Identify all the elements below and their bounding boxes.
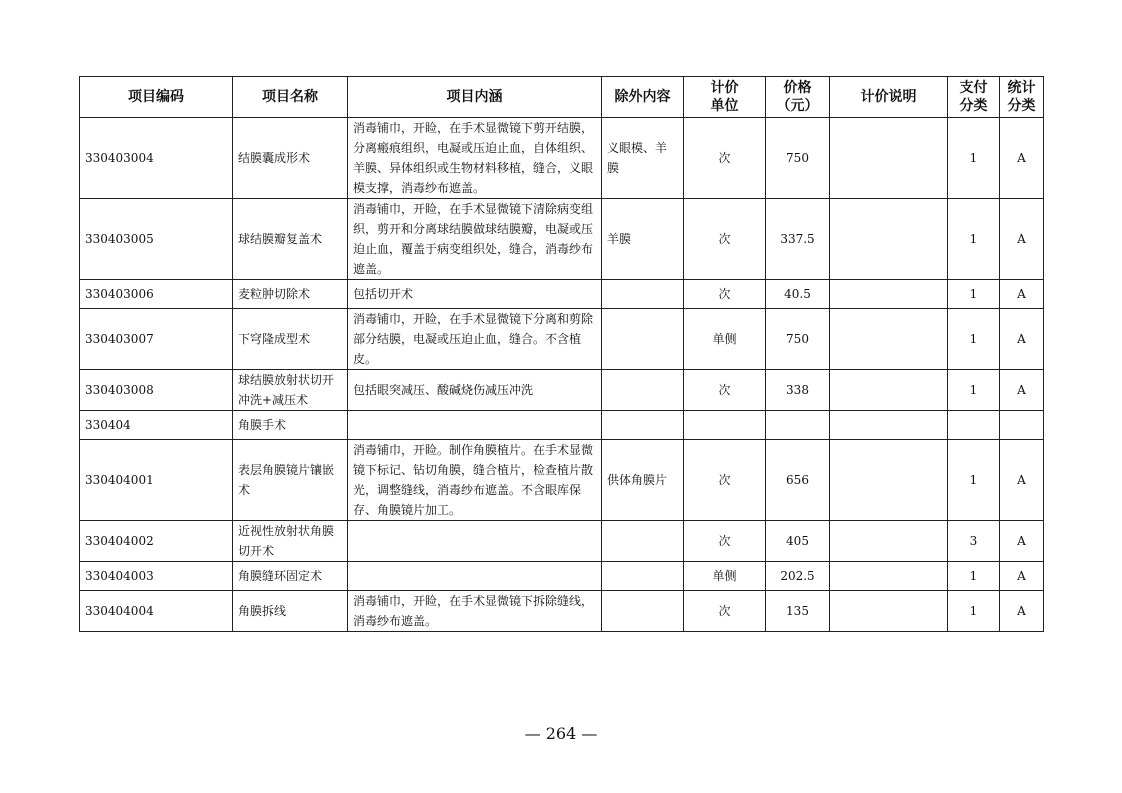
cell-stat: A [1000,280,1044,309]
cell-exclusions: 义眼模、羊膜 [602,118,684,199]
cell-code: 330403008 [80,370,233,411]
cell-price: 656 [766,440,830,521]
cell-name: 角膜手术 [233,411,348,440]
table-header-row [80,77,1044,118]
cell-name: 球结膜瓣复盖术 [233,199,348,280]
cell-stat: A [1000,370,1044,411]
cell-name: 角膜缝环固定术 [233,562,348,591]
cell-note [830,411,948,440]
cell-unit [684,411,766,440]
cell-note [830,440,948,521]
cell-stat: A [1000,199,1044,280]
header-unit-line2: 单位 [710,98,739,114]
cell-stat [1000,411,1044,440]
cell-exclusions [602,521,684,562]
header-pay-line1: 支付 [959,80,988,96]
cell-content [348,521,602,562]
cell-pay: 1 [948,118,1000,199]
header-stat-line2: 分类 [1007,98,1036,114]
cell-code: 330404001 [80,440,233,521]
cell-exclusions [602,280,684,309]
cell-content: 包括切开术 [348,280,602,309]
cell-content: 消毒铺巾，开睑，在手术显微镜下清除病变组织，剪开和分离球结膜做球结膜瓣，电凝或压迫止血，覆盖于病变组织处，缝合，消毒纱布遮盖。 [348,199,602,280]
cell-price: 135 [766,591,830,632]
cell-content: 消毒铺巾，开睑。制作角膜植片。在手术显微镜下标记、钻切角膜，缝合植片，检查植片散光，调整缝线，消毒纱布遮盖。不含眼库保存、角膜镜片加工。 [348,440,602,521]
table-row [80,521,1044,562]
header-price-line1: 价格 [783,80,812,96]
cell-stat: A [1000,309,1044,370]
cell-name: 麦粒肿切除术 [233,280,348,309]
cell-name: 角膜拆线 [233,591,348,632]
cell-note [830,309,948,370]
cell-unit: 次 [684,521,766,562]
cell-name: 结膜囊成形术 [233,118,348,199]
cell-exclusions [602,370,684,411]
header-price [766,77,830,118]
cell-content: 包括眼突减压、酸碱烧伤减压冲洗 [348,370,602,411]
cell-exclusions [602,562,684,591]
cell-price: 40.5 [766,280,830,309]
header-code: 项目编码 [80,77,233,118]
cell-pay: 1 [948,440,1000,521]
header-note: 计价说明 [830,77,948,118]
header-price-line2: （元） [776,98,819,114]
cell-price [766,411,830,440]
cell-unit: 单侧 [684,562,766,591]
cell-name: 近视性放射状角膜切开术 [233,521,348,562]
cell-pay: 1 [948,562,1000,591]
cell-stat: A [1000,521,1044,562]
header-pay-line2: 分类 [959,98,988,114]
cell-code: 330403006 [80,280,233,309]
cell-note [830,562,948,591]
cell-note [830,199,948,280]
cell-unit: 单侧 [684,309,766,370]
cell-code: 330403007 [80,309,233,370]
cell-pay: 3 [948,521,1000,562]
cell-pay: 1 [948,591,1000,632]
cell-unit: 次 [684,591,766,632]
cell-content: 消毒铺巾，开睑，在手术显微镜下拆除缝线，消毒纱布遮盖。 [348,591,602,632]
table-row [80,440,1044,521]
table-row [80,370,1044,411]
table-row [80,591,1044,632]
cell-content [348,562,602,591]
cell-exclusions [602,309,684,370]
cell-price: 202.5 [766,562,830,591]
cell-price: 337.5 [766,199,830,280]
cell-price: 338 [766,370,830,411]
header-pay [948,77,1000,118]
cell-note [830,521,948,562]
cell-stat: A [1000,440,1044,521]
cell-pay: 1 [948,280,1000,309]
cell-note [830,118,948,199]
cell-code: 330404 [80,411,233,440]
table-row [80,199,1044,280]
table-row [80,562,1044,591]
cell-exclusions: 羊膜 [602,199,684,280]
cell-pay: 1 [948,199,1000,280]
cell-exclusions [602,591,684,632]
cell-code: 330404003 [80,562,233,591]
table-row [80,309,1044,370]
cell-price: 750 [766,118,830,199]
cell-stat: A [1000,118,1044,199]
header-name: 项目名称 [233,77,348,118]
cell-note [830,591,948,632]
cell-unit: 次 [684,199,766,280]
cell-price: 750 [766,309,830,370]
cell-note [830,370,948,411]
table-row [80,118,1044,199]
cell-code: 330403005 [80,199,233,280]
cell-name: 表层角膜镜片镶嵌术 [233,440,348,521]
cell-price: 405 [766,521,830,562]
cell-code: 330404004 [80,591,233,632]
cell-code: 330404002 [80,521,233,562]
cell-stat: A [1000,562,1044,591]
header-content: 项目内涵 [348,77,602,118]
header-unit [684,77,766,118]
cell-content: 消毒铺巾，开睑，在手术显微镜下分离和剪除部分结膜，电凝或压迫止血，缝合。不含植皮。 [348,309,602,370]
header-unit-line1: 计价 [710,80,739,96]
page-number: — 264 — [524,724,598,743]
cell-unit: 次 [684,280,766,309]
cell-content: 消毒铺巾，开睑，在手术显微镜下剪开结膜，分离瘢痕组织，电凝或压迫止血，自体组织、羊膜、异体组织或生物材料移植，缝合，义眼模支撑，消毒纱布遮盖。 [348,118,602,199]
cell-content [348,411,602,440]
header-stat-line1: 统计 [1007,80,1036,96]
cell-exclusions [602,411,684,440]
cell-pay: 1 [948,309,1000,370]
cell-exclusions: 供体角膜片 [602,440,684,521]
cell-note [830,280,948,309]
table-row [80,280,1044,309]
cell-unit: 次 [684,370,766,411]
header-stat [1000,77,1044,118]
cell-stat: A [1000,591,1044,632]
cell-code: 330403004 [80,118,233,199]
cell-pay: 1 [948,370,1000,411]
cell-pay [948,411,1000,440]
cell-name: 球结膜放射状切开冲洗+减压术 [233,370,348,411]
fee-table [79,76,1044,632]
cell-unit: 次 [684,118,766,199]
cell-name: 下穹隆成型术 [233,309,348,370]
table-row [80,411,1044,440]
cell-unit: 次 [684,440,766,521]
header-exclusions: 除外内容 [602,77,684,118]
